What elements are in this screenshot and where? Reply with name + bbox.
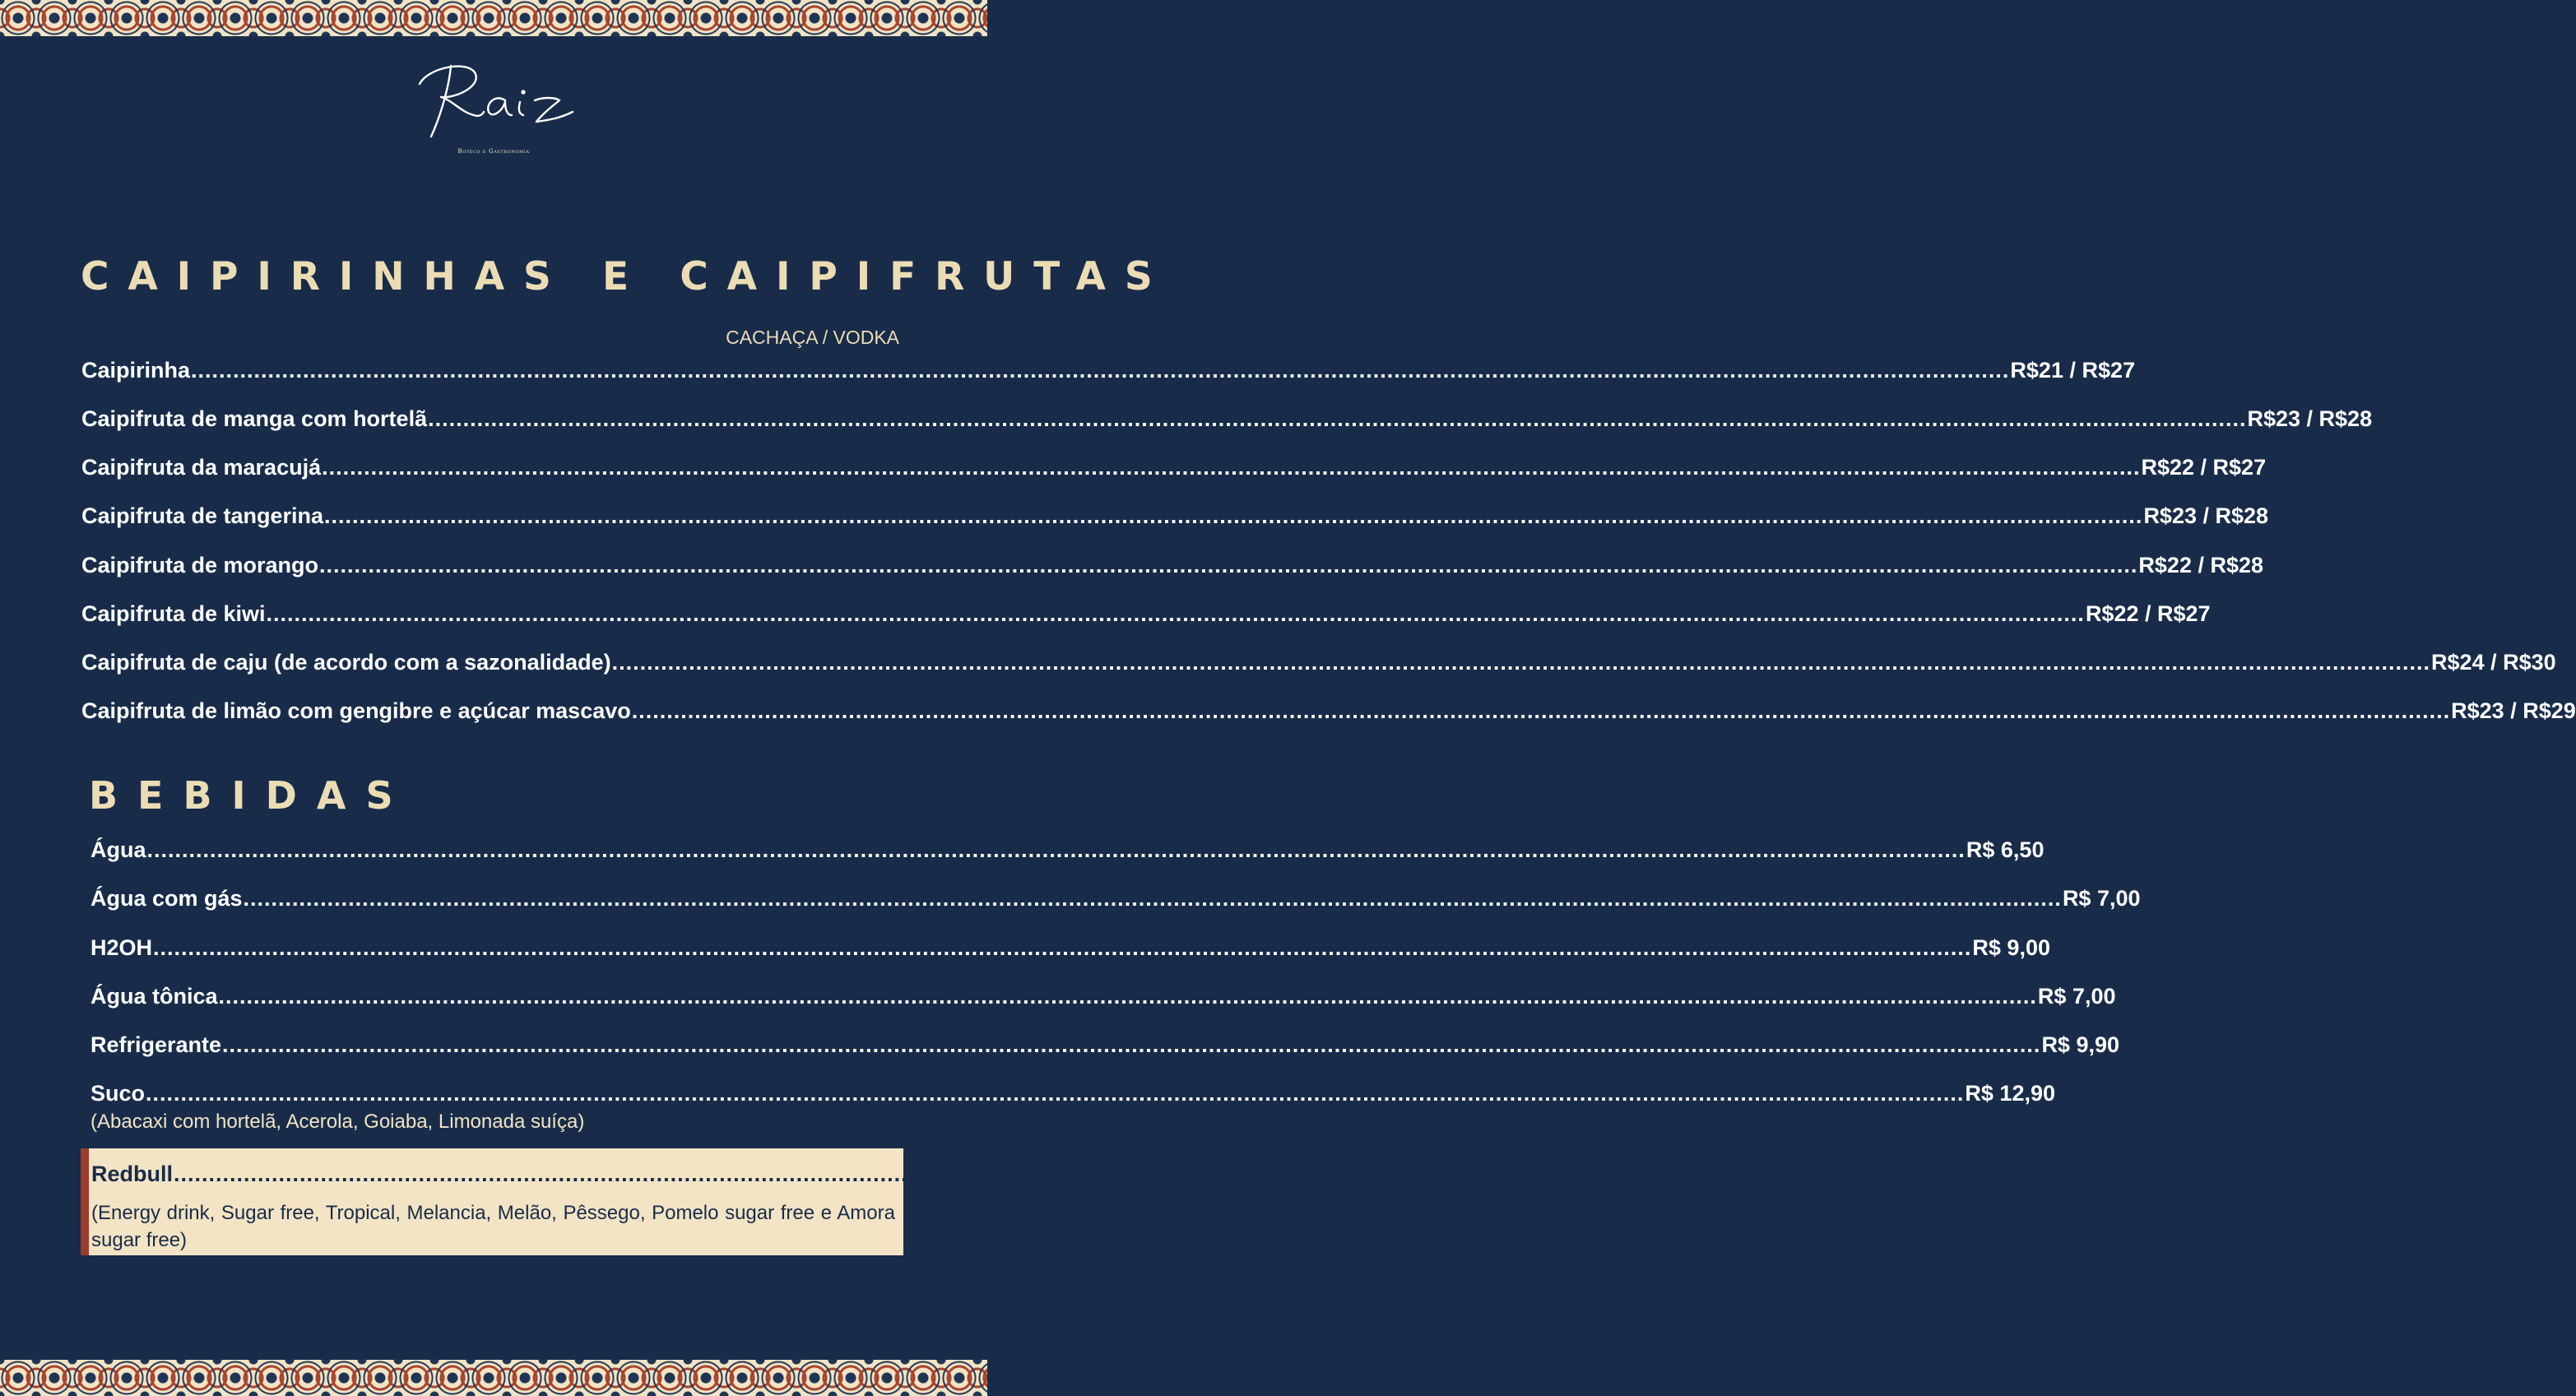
suco-flavors-note: (Abacaxi com hortelã, Acerola, Goiaba, Limonada suíça) [91, 1111, 585, 1133]
menu-item-refrigerante [91, 1031, 2120, 1059]
item-name: Caipirinha [81, 358, 191, 383]
item-price: R$ 6,50 [1966, 837, 2045, 862]
item-price: R$23 / R$28 [2143, 503, 2269, 528]
dot-leader [319, 551, 2137, 579]
item-name: Redbull [91, 1162, 173, 1186]
dot-leader [324, 502, 2142, 530]
menu-item-caipifruta-tangerina [81, 502, 2269, 530]
menu-item-caipifruta-limao [81, 697, 2576, 725]
decorative-tile-border-bottom [0, 1360, 987, 1396]
item-name: Água tônica [91, 984, 218, 1009]
menu-item-agua [91, 836, 2045, 864]
item-name: Caipifruta de limão com gengibre e açúcar mascavo [81, 698, 631, 723]
item-name: Refrigerante [91, 1032, 222, 1057]
item-price: R$24 / R$30 [2431, 650, 2556, 675]
item-name: Água com gás [91, 886, 243, 911]
item-price: R$ 7,00 [2037, 984, 2116, 1009]
item-price: R$ 14,90 [1993, 1162, 2083, 1186]
item-price: R$ 9,90 [2041, 1032, 2120, 1057]
menu-item-agua-com-gas [91, 884, 2141, 912]
dot-leader [147, 836, 1966, 864]
item-name: Água [91, 837, 146, 862]
dot-leader [222, 1031, 2040, 1059]
dot-leader [244, 884, 2062, 912]
menu-item-suco [91, 1079, 2055, 1107]
item-price: R$ 9,00 [1972, 935, 2050, 960]
redbull-highlight-box [81, 1148, 2083, 1255]
menu-item-redbull [91, 1160, 2083, 1188]
item-name: Suco [91, 1081, 146, 1106]
price-column-header: CACHAÇA / VODKA [726, 327, 899, 348]
menu-item-caipirinha [81, 356, 2136, 384]
menu-item-caipifruta-morango [81, 551, 2264, 579]
menu-item-caipifruta-maracuja [81, 453, 2267, 481]
brand-logo [0, 49, 987, 155]
item-name: Caipifruta de manga com hortelã [81, 406, 428, 431]
item-price: R$ 7,00 [2062, 886, 2141, 911]
item-price: R$22 / R$28 [2138, 553, 2264, 577]
redbull-flavors-note: (Energy drink, Sugar free, Tropical, Melancia, Melão, Pêssego, Pomelo sugar free e Amora sugar free) [91, 1202, 895, 1251]
section-title-bebidas: BEBIDAS [89, 773, 413, 818]
dot-leader [174, 1160, 1992, 1188]
dot-leader [612, 648, 2430, 676]
raiz-script-logo [403, 49, 584, 146]
dot-leader [219, 982, 2037, 1010]
item-price: R$23 / R$29 [2451, 698, 2576, 723]
item-price: R$ 12,90 [1965, 1081, 2055, 1106]
dot-leader [632, 697, 2450, 725]
decorative-tile-border-top [0, 0, 987, 36]
menu-item-agua-tonica [91, 982, 2116, 1010]
item-price: R$22 / R$27 [2085, 601, 2211, 626]
menu-item-caipifruta-caju [81, 648, 2556, 676]
item-name: Caipifruta de kiwi [81, 601, 266, 626]
dot-leader [322, 453, 2140, 481]
menu-item-caipifruta-manga [81, 405, 2373, 433]
dot-leader [267, 600, 2085, 628]
dot-leader [428, 405, 2246, 433]
dot-leader [191, 356, 2009, 384]
item-price: R$23 / R$28 [2247, 406, 2373, 431]
item-name: Caipifruta de morango [81, 553, 319, 577]
item-name: Caipifruta de tangerina [81, 503, 324, 528]
section-title-caipirinhas: CAIPIRINHAS E CAIPIFRUTAS [81, 254, 1172, 299]
dot-leader [146, 1079, 1964, 1107]
item-price: R$22 / R$27 [2141, 455, 2267, 480]
brand-subtitle: Boteco e Gastronomia [457, 148, 530, 155]
dot-leader [153, 934, 1971, 962]
menu-item-h2oh [91, 934, 2050, 962]
item-name: H2OH [91, 935, 153, 960]
menu-item-caipifruta-kiwi [81, 600, 2211, 628]
item-name: Caipifruta da maracujá [81, 455, 322, 480]
item-name: Caipifruta de caju (de acordo com a sazonalidade) [81, 650, 611, 675]
item-price: R$21 / R$27 [2010, 358, 2136, 383]
